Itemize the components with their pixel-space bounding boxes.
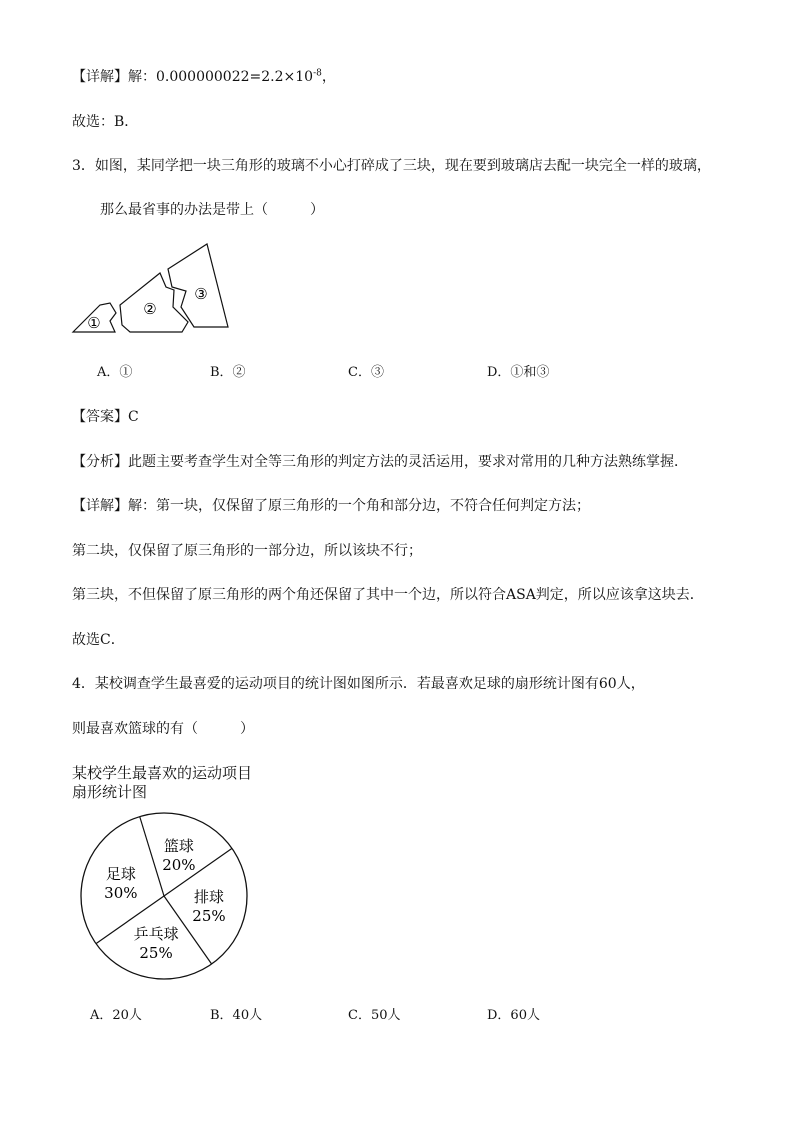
pie-slice-boundary-basketball [140,817,164,896]
q4-option-c: C．50人 [348,1008,401,1023]
q2-detail [72,68,336,86]
chart-title: 某校学生最喜欢的运动项目 [72,764,253,782]
glass-piece-label-3: ③ [194,285,208,303]
q3-detail-line3: 第三块，不但保留了原三角形的两个角还保留了其中一个边，所以符合ASA判定，所以应该拿这块去． [72,587,704,603]
pie-label-football: 足球 [105,865,136,884]
pie-label-pingpong: 乒乓球 [133,924,179,943]
pie-value-volleyball: 25% [192,906,226,925]
q3-detail-line2: 第二块，仅保留了原三角形的一部分边，所以该块不行； [72,543,422,559]
q4-stem-line2: 则最喜欢篮球的有（ ） [72,721,254,737]
glass-pieces-figure [70,235,240,335]
q2-choice: 故选：B． [72,114,139,130]
q4-stem-line1: 4．某校调查学生最喜爱的运动项目的统计图如图所示．若最喜欢足球的扇形统计图有60人， [72,676,645,692]
pie-value-basketball: 20% [162,855,196,874]
q3-stem-line2: 那么最省事的办法是带上（ ） [100,202,324,218]
pie-label-volleyball: 排球 [193,887,224,906]
q3-stem-line1: 3．如图，某同学把一块三角形的玻璃不小心打碎成了三块，现在要到玻璃店去配一块完全一样的玻璃， [72,158,711,174]
chart-subtitle: 扇形统计图 [72,783,148,801]
q3-analysis: 【分析】此题主要考查学生对全等三角形的判定方法的灵活运用，要求对常用的几种方法熟练掌握． [72,454,688,470]
q3-detail-line1: 【详解】解：第一块，仅保留了原三角形的一个角和部分边，不符合任何判定方法； [72,498,590,514]
q4-option-b: B．40人 [210,1008,263,1023]
glass-piece-label-1: ① [87,314,101,332]
q2-detail-prefix: 【详解】解：0.000000022=2.2×10 [72,69,314,85]
pie-value-football: 30% [104,884,138,903]
q3-option-c: C．③ [348,365,384,380]
q3-option-b: B．② [210,365,246,380]
pie-value-pingpong: 25% [139,943,173,962]
pie-chart [74,806,254,986]
q4-option-a: A．20人 [90,1008,142,1023]
q2-detail-exponent: -8 [313,68,322,79]
q3-option-d: D．①和③ [487,365,550,380]
glass-piece-label-2: ② [143,300,157,318]
q2-detail-suffix: ， [321,69,336,85]
q3-option-a: A．① [97,365,133,380]
pie-label-basketball: 篮球 [163,836,194,855]
q3-answer: 【答案】C [72,409,139,425]
q4-option-d: D．60人 [487,1008,540,1023]
q3-choice: 故选C． [72,632,125,648]
